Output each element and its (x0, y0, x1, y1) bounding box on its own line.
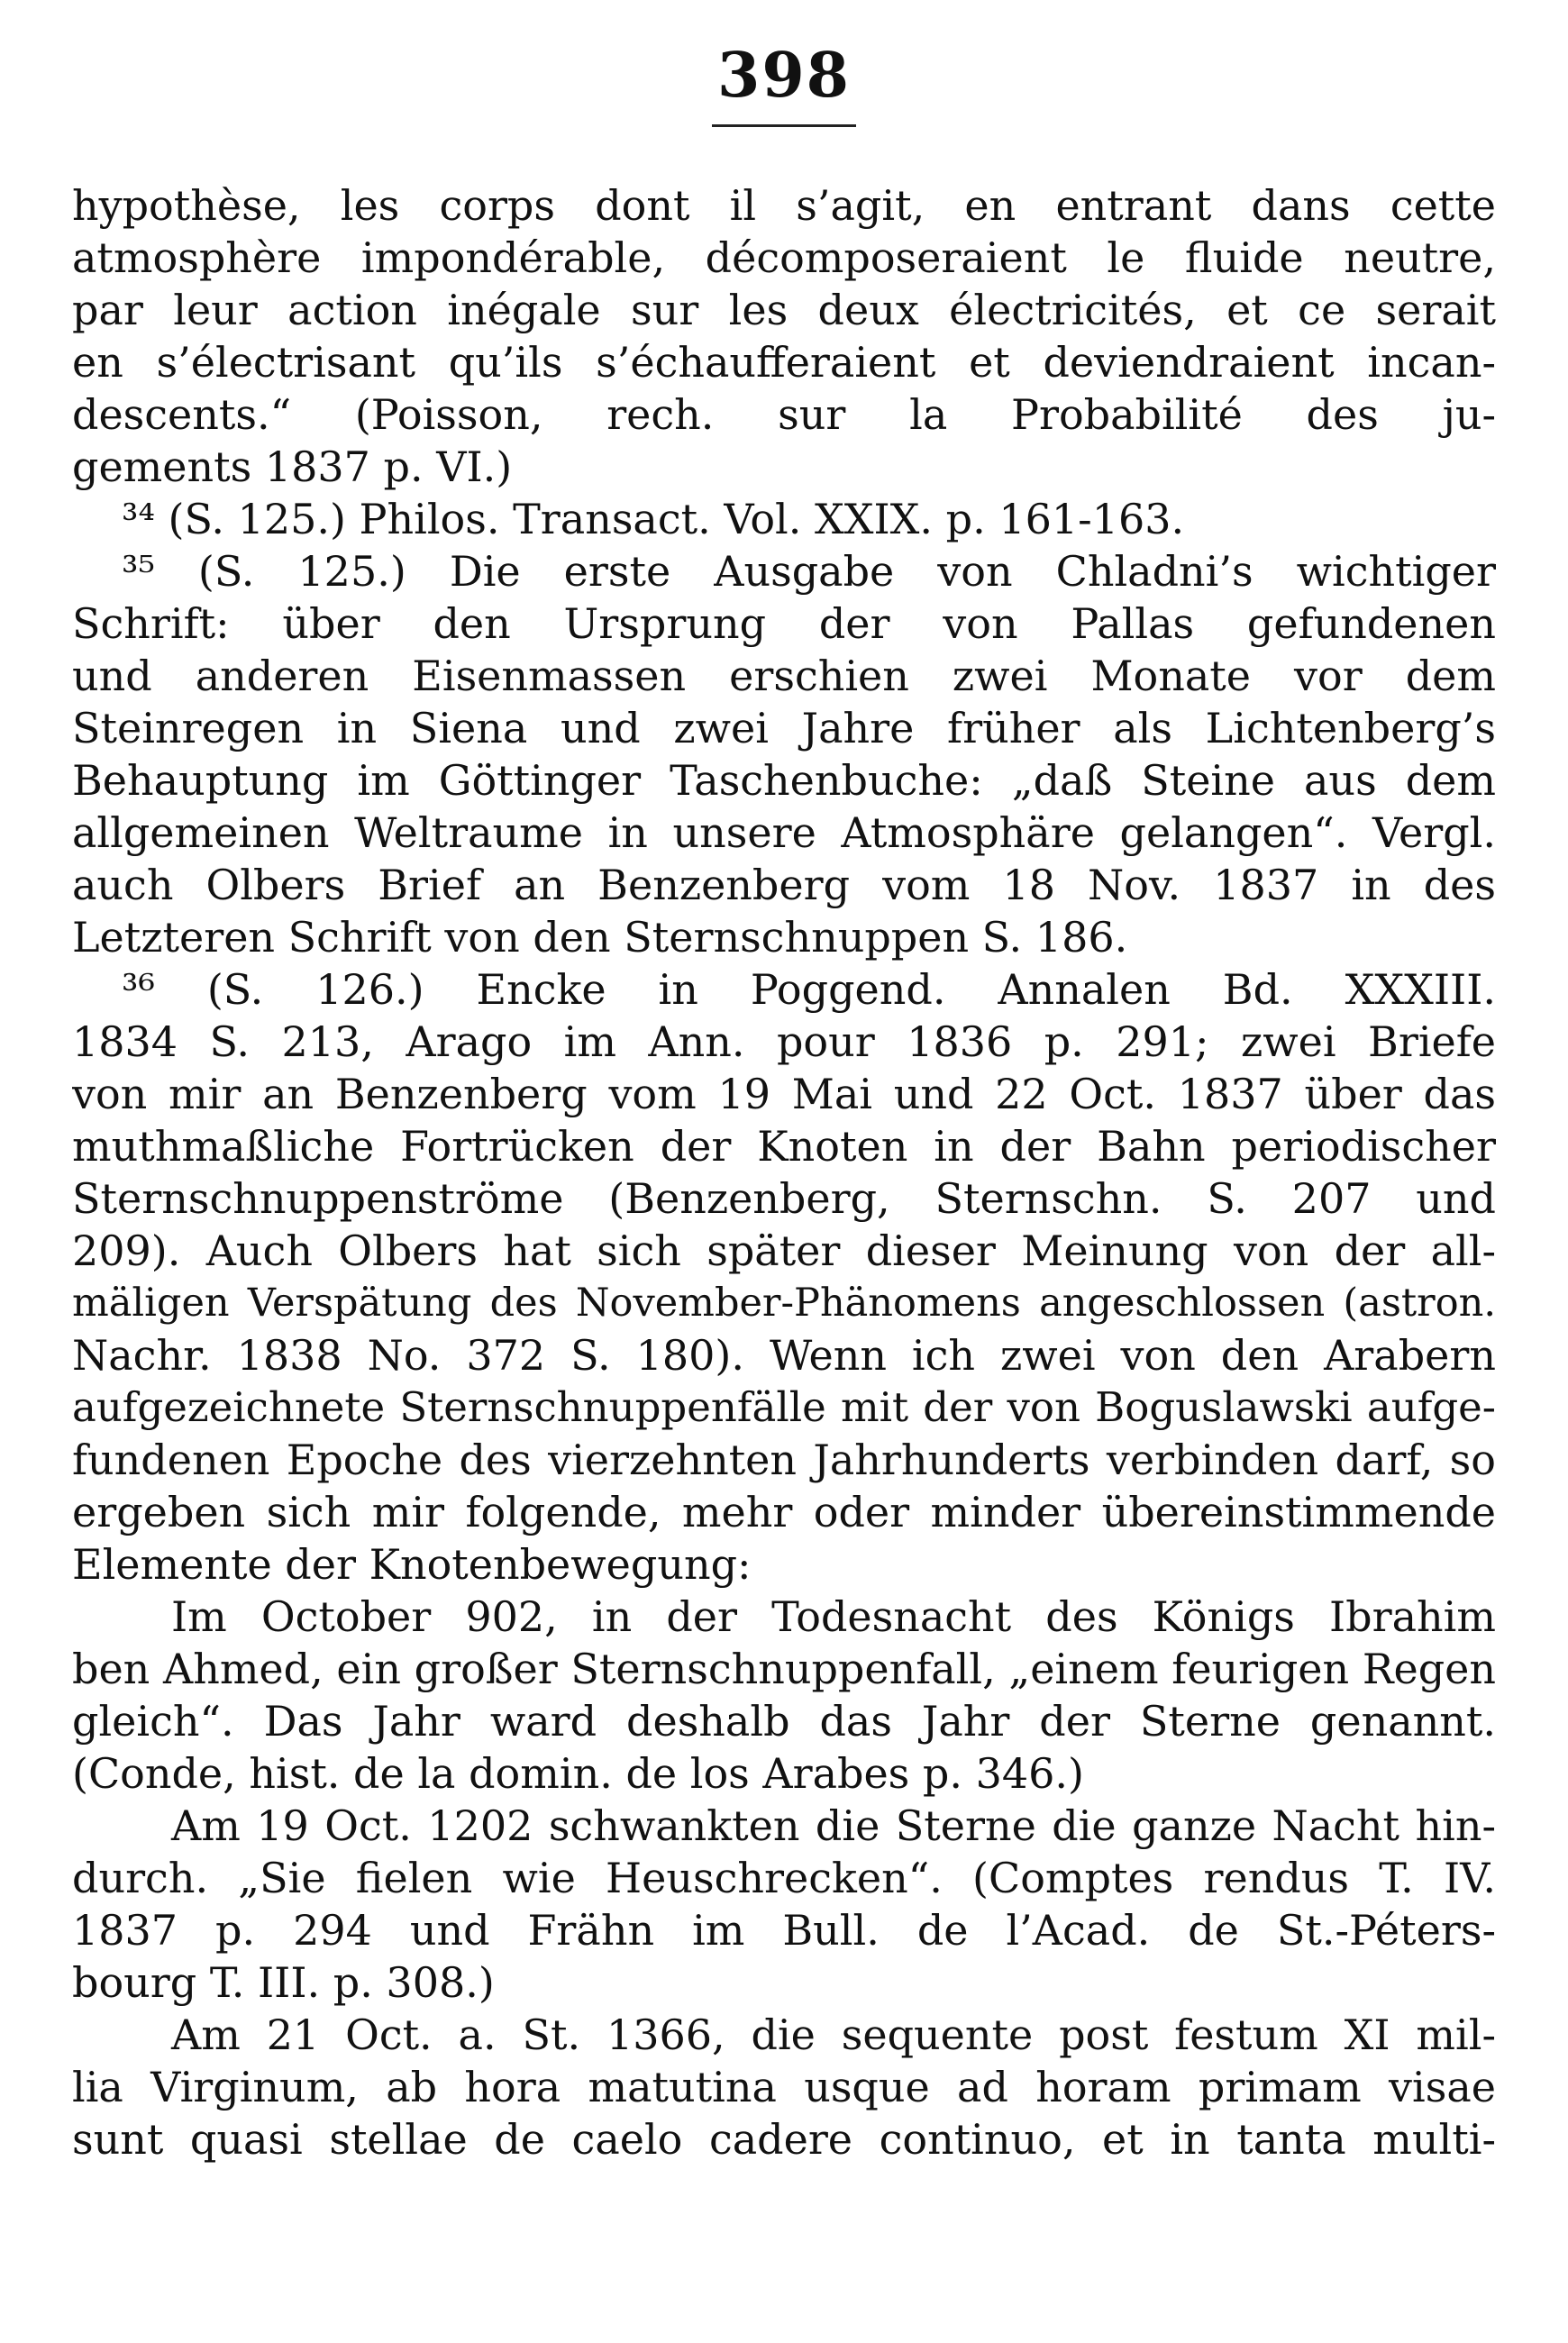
text-line: lia Virginum, ab hora matutina usque ad horam primam visae (72, 2063, 1496, 2111)
text-body (72, 179, 1496, 2165)
text-line: 1837 p. 294 und Frähn im Bull. de l’Acad. de St.-Péters- (72, 1906, 1496, 1955)
text-line: durch. „Sie fielen wie Heuschrecken“. (Comptes rendus T. IV. (72, 1854, 1496, 1902)
header-rule (712, 124, 856, 127)
text-line: Elemente der Knotenbewegung: (72, 1540, 752, 1589)
text-line: ben Ahmed, ein großer Sternschnuppenfall, „einem feurigen Regen (72, 1645, 1496, 1693)
text-line: Am 19 Oct. 1202 schwankten die Sterne die ganze Nacht hin- (171, 1801, 1496, 1850)
text-line: auch Olbers Brief an Benzenberg vom 18 Nov. 1837 in des (72, 861, 1496, 909)
text-line: ³⁶ (S. 126.) Encke in Poggend. Annalen Bd. XXXIII. (122, 965, 1496, 1014)
text-line: Steinregen in Siena und zwei Jahre früher als Lichtenberg’s (72, 704, 1496, 752)
text-line: par leur action inégale sur les deux électricités, et ce serait (72, 286, 1496, 334)
book-page (72, 36, 1496, 2307)
text-line: Behauptung im Göttinger Taschenbuche: „daß Steine aus dem (72, 756, 1496, 805)
text-line: (Conde, hist. de la domin. de los Arabes p. 346.) (72, 1749, 1084, 1798)
text-line: allgemeinen Weltraume in unsere Atmosphäre gelangen“. Vergl. (72, 808, 1496, 857)
text-line: gleich“. Das Jahr ward deshalb das Jahr der Sterne genannt. (72, 1697, 1496, 1746)
text-line: ³⁵ (S. 125.) Die erste Ausgabe von Chladni’s wichtiger (122, 547, 1496, 596)
text-line: Am 21 Oct. a. St. 1366, die sequente post festum XI mil- (171, 2010, 1496, 2059)
text-line: 209). Auch Olbers hat sich später dieser Meinung von der all- (72, 1226, 1496, 1275)
text-line: und anderen Eisenmassen erschien zwei Monate vor dem (72, 652, 1496, 700)
text-line: von mir an Benzenberg vom 19 Mai und 22 Oct. 1837 über das (72, 1070, 1496, 1118)
text-line: fundenen Epoche des vierzehnten Jahrhunderts verbinden darf, so (72, 1436, 1496, 1484)
text-line: hypothèse, les corps dont il s’agit, en entrant dans cette (72, 181, 1496, 230)
text-line: 1834 S. 213, Arago im Ann. pour 1836 p. 291; zwei Briefe (72, 1017, 1496, 1066)
text-line: muthmaßliche Fortrücken der Knoten in der Bahn periodischer (72, 1122, 1496, 1171)
text-line: mäligen Verspätung des November-Phänomens angeschlossen (astron. (72, 1281, 1496, 1326)
text-line: aufgezeichnete Sternschnuppenfälle mit der von Boguslawski aufge- (72, 1383, 1496, 1431)
text-line: bourg T. III. p. 308.) (72, 1958, 495, 2007)
text-line: gements 1837 p. VI.) (72, 442, 513, 491)
text-line: sunt quasi stellae de caelo cadere continuo, et in tanta multi- (72, 2115, 1496, 2164)
text-line: Im October 902, in der Todesnacht des Königs Ibrahim (171, 1592, 1496, 1641)
text-line: atmosphère impondérable, décomposeraient le fluide neutre, (72, 233, 1496, 282)
text-line: Schrift: über den Ursprung der von Pallas gefundenen (72, 599, 1496, 648)
text-line: descents.“ (Poisson, rech. sur la Probabilité des ju- (72, 390, 1496, 439)
text-line: Nachr. 1838 No. 372 S. 180). Wenn ich zwei von den Arabern (72, 1331, 1496, 1380)
text-line: Letzteren Schrift von den Sternschnuppen S. 186. (72, 913, 1128, 962)
text-line: ³⁴ (S. 125.) Philos. Transact. Vol. XXIX. p. 161-163. (122, 495, 1185, 543)
text-line: Sternschnuppenströme (Benzenberg, Sternschn. S. 207 und (72, 1174, 1496, 1223)
text-line: en s’électrisant qu’ils s’échaufferaient et deviendraient incan- (72, 338, 1496, 387)
text-line: ergeben sich mir folgende, mehr oder minder übereinstimmende (72, 1488, 1496, 1536)
page-number: 398 (717, 40, 851, 112)
